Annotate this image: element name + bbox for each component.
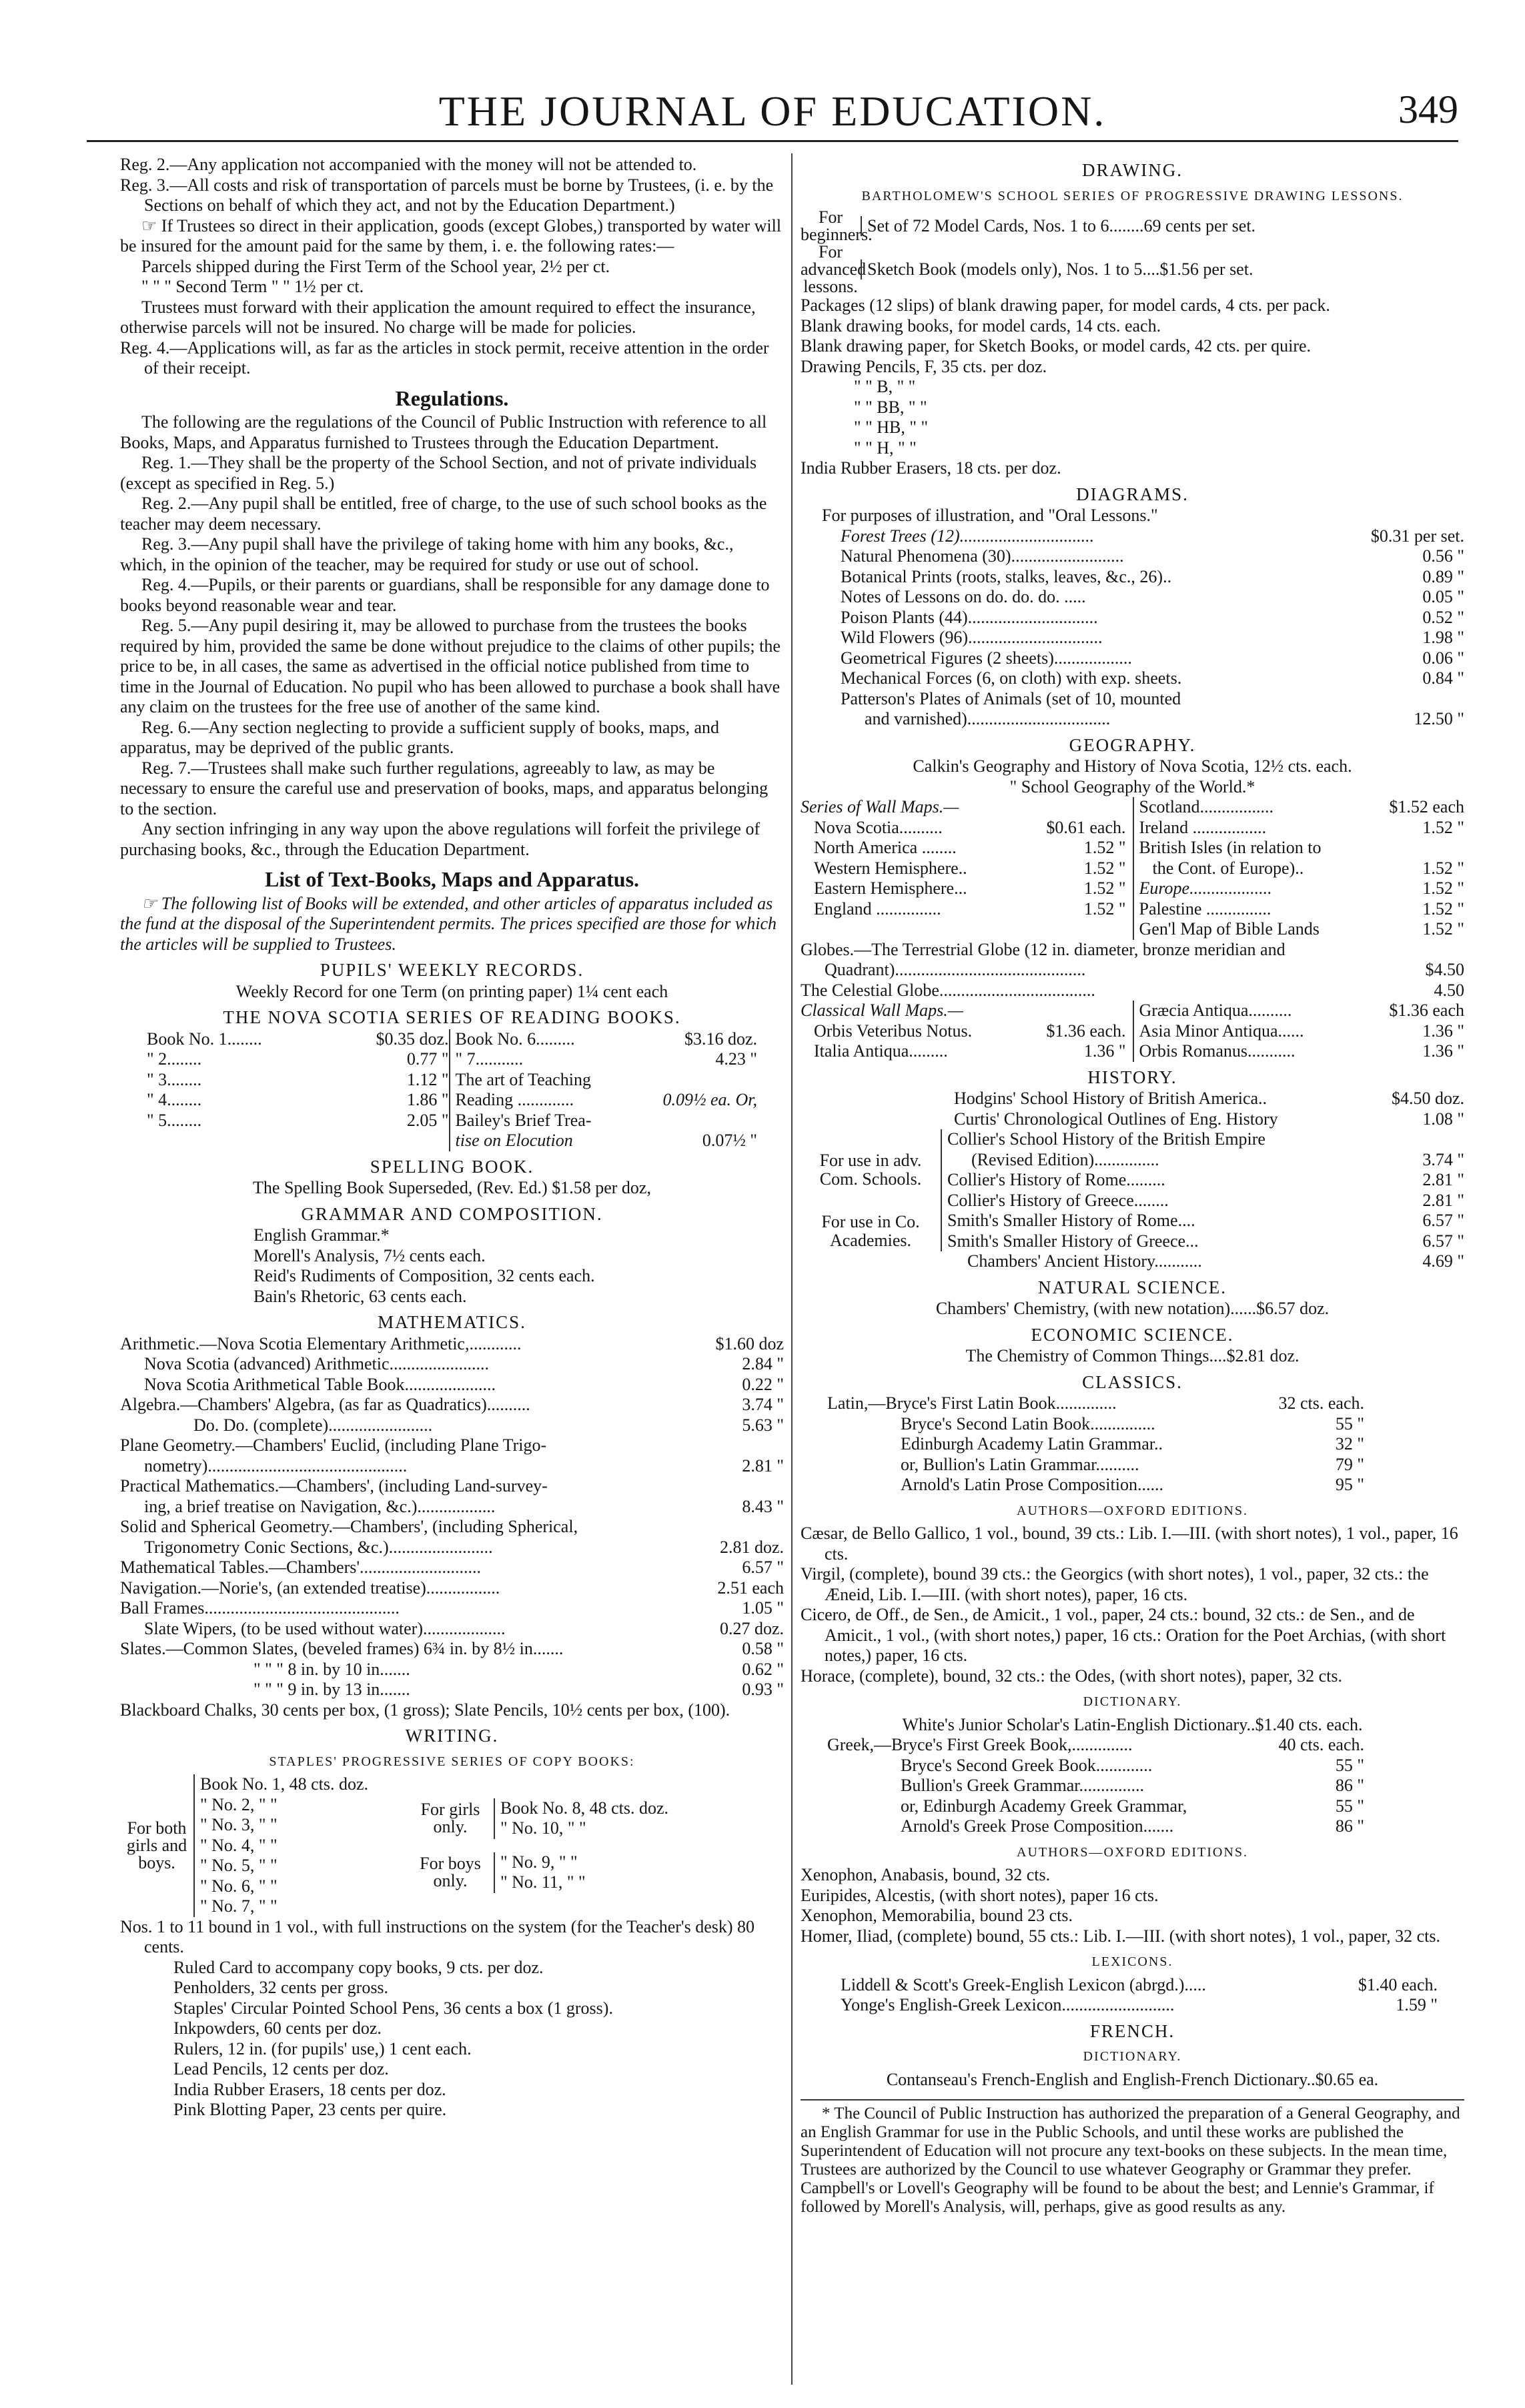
math-row: Mathematical Tables.—Chambers'............................ 6.57 " <box>120 1558 784 1577</box>
lexicon-row: Liddell & Scott's Greek-English Lexicon (abrgd.)..... $1.40 each. <box>841 1974 1438 1994</box>
authors-heading-greek: AUTHORS—OXFORD EDITIONS. <box>1017 1844 1248 1860</box>
diagram-row: Notes of Lessons on do. do. do. ..... 0.05 " <box>841 587 1464 606</box>
copy-both-list <box>193 1774 400 1917</box>
copy-book-row: Book No. 1, 48 cts. doz. <box>200 1774 369 1794</box>
wall-maps-right <box>1133 797 1465 940</box>
map-row: Eastern Hemisphere... 1.52 " <box>814 878 1126 898</box>
drawing-adv-text: Sketch Book (models only), Nos. 1 to 5....$1.56 per set. <box>861 259 1464 280</box>
diagrams-intro: For purposes of illustration, and "Oral Lessons." <box>822 506 1158 525</box>
globe-row: Globes.—The Terrestrial Globe (12 in. diameter, bronze meridian and <box>801 939 1286 959</box>
drawing-item: " " B, " " <box>854 377 916 396</box>
drawing-item: " " HB, " " <box>854 418 929 437</box>
globes-list <box>801 940 1464 1001</box>
drawing-item: Drawing Pencils, F, 35 cts. per doz. <box>801 356 1047 376</box>
globe-row: Quadrant)............................................ $4.50 <box>825 960 1464 979</box>
author-entry: Euripides, Alcestis, (with short notes), paper 16 cts. <box>801 1885 1159 1905</box>
wall-maps-left <box>801 797 1133 940</box>
drawing-subheading: BARTHOLOMEW'S SCHOOL SERIES OF PROGRESSIVE DRAWING LESSONS. <box>861 188 1404 203</box>
classical-maps <box>801 1001 1464 1062</box>
copy-book-row: " No. 9, " " <box>500 1852 578 1872</box>
author-entry: Horace, (complete), bound, 32 cts.: the Odes, (with short notes), paper, 32 cts. <box>801 1666 1342 1686</box>
left-column <box>120 155 784 2383</box>
diagram-row: Poison Plants (44).............................. 0.52 " <box>841 607 1464 627</box>
history-row: Curtis' Chronological Outlines of Eng. History 1.08 " <box>954 1109 1464 1129</box>
copy-book-row: Book No. 8, 48 cts. doz. <box>500 1798 669 1818</box>
writing-item: Pink Blotting Paper, 23 cents per quire. <box>173 2100 447 2119</box>
writing-item: Penholders, 32 cents per gross. <box>173 1978 389 1997</box>
column-divider <box>791 153 793 2385</box>
map-row: Gen'l Map of Bible Lands 1.52 " <box>1139 919 1464 939</box>
writing-item: Lead Pencils, 12 cents per doz. <box>173 2059 389 2078</box>
readers-right <box>449 1029 758 1151</box>
math-row: Slate Wipers, (to be used without water)................... 0.27 doz. <box>144 1618 784 1638</box>
writing-item: Inkpowders, 60 cents per doz. <box>173 2018 382 2038</box>
history-adv-label: For use in adv. Com. Schools. <box>819 1151 922 1189</box>
map-row: Italia Antiqua......... 1.36 " <box>814 1041 1126 1061</box>
diagram-row: Botanical Prints (roots, stalks, leaves, &c., 26).. 0.89 " <box>841 566 1464 586</box>
history-acad <box>801 1211 1464 1251</box>
copy-books-heading: STAPLES' PROGRESSIVE SERIES OF COPY BOOKS: <box>269 1754 635 1769</box>
french-heading: FRENCH. <box>1089 2020 1175 2041</box>
drawing-item: Packages (12 slips) of blank drawing paper, for model cards, 4 cts. per pack. <box>801 295 1330 315</box>
grammar-item: Bain's Rhetoric, 63 cents each. <box>253 1286 467 1306</box>
map-row: Palestine ............... 1.52 " <box>1139 898 1464 919</box>
latin-row: Latin,—Bryce's First Latin Book.............. 32 cts. each. <box>827 1393 1364 1413</box>
history-acad-label: For use in Co. Academies. <box>821 1211 920 1250</box>
writing-item: Ruled Card to accompany copy books, 9 cts. per doz. <box>173 1957 544 1977</box>
drawing-item: " " BB, " " <box>854 397 927 417</box>
dictionary-heading: DICTIONARY. <box>1083 1694 1182 1709</box>
journal-title: THE JOURNAL OF EDUCATION. <box>438 87 1107 135</box>
map-row: North America ........ 1.52 " <box>814 838 1126 857</box>
author-entry: Cicero, de Off., de Sen., de Amicit., 1 vol., paper, 24 cts.: bound, 32 cts.: de Sen., and de Amicit., 1 vol., (with short notes,) paper, 16 cts.: Oration for the Poet Archias, (with short notes,) paper, 16 cts. <box>801 1605 1446 1665</box>
math-row: Ball Frames............................................. 1.05 " <box>120 1598 784 1618</box>
globe-row: The Celestial Globe.................................... 4.50 <box>801 980 1464 1000</box>
latin-list <box>801 1393 1464 1495</box>
map-row: the Cont. of Europe).. 1.52 " <box>1152 858 1464 878</box>
wall-maps <box>801 797 1464 940</box>
grammar-item: English Grammar.* <box>253 1225 390 1245</box>
regulation-item: Reg. 4.—Pupils, or their parents or guardians, shall be responsible for any damage done to books beyond reasonable wear and tear. <box>120 575 770 615</box>
history-row: Smith's Smaller History of Greece... 6.57 " <box>947 1231 1464 1251</box>
regulation-item: Reg. 1.—They shall be the property of the School Section, and not of private individuals (except as specified in Reg. 5.) <box>120 453 757 493</box>
history-adv <box>801 1129 1464 1211</box>
latin-row: Bryce's Second Latin Book............... 55 " <box>901 1413 1364 1433</box>
drawing-item: Blank drawing paper, for Sketch Books, or model cards, 42 cts. per quire. <box>801 336 1312 356</box>
grammar-item: Morell's Analysis, 7½ cents each. <box>253 1245 486 1265</box>
reg-paragraph: Reg. 3.—All costs and risk of transportation of parcels must be borne by Trustees, (i. e. by the Sections on behalf of which they act, and not by the Education Department.) <box>120 175 774 215</box>
greek-row: Arnold's Greek Prose Composition....... 86 " <box>901 1816 1364 1836</box>
insurance-rate: " " " Second Term " " 1½ per ct. <box>141 277 364 296</box>
math-row: " " " 9 in. by 13 in....... 0.93 " <box>253 1680 784 1699</box>
readers-heading: THE NOVA SCOTIA SERIES OF READING BOOKS. <box>223 1007 681 1027</box>
economic-science-heading: ECONOMIC SCIENCE. <box>1031 1324 1234 1345</box>
readers-left <box>147 1029 449 1151</box>
list-heading: List of Text-Books, Maps and Apparatus. <box>264 867 640 891</box>
reader-row: Book No. 1........ $0.35 doz. <box>147 1029 449 1049</box>
header-rule <box>87 140 1458 142</box>
french-subheading: DICTIONARY. <box>1083 2049 1182 2064</box>
copy-books-table <box>120 1774 784 1917</box>
spelling-text: The Spelling Book Superseded, (Rev. Ed.) $1.58 per doz, <box>253 1178 651 1197</box>
math-row: Slates.—Common Slates, (beveled frames) 6¾ in. by 8½ in....... 0.58 " <box>120 1639 784 1658</box>
diagrams-heading: DIAGRAMS. <box>1076 484 1189 504</box>
copy-girls-label: For girls only. <box>420 1800 480 1837</box>
drawing-item: India Rubber Erasers, 18 cts. per doz. <box>801 458 1061 478</box>
regulation-item: Reg. 5.—Any pupil desiring it, may be allowed to purchase from the trustees the books required by him, provided the same be done without prejudice to the claims of other pupils; the price to be, in all cases, the same as advertised in the official notice published from time to time in the Journal of Education. No pupil who has been allowed to purchase a book shall have any claim on the trustees for the free use of another of the same kind. <box>120 616 781 716</box>
regulation-item: Reg. 2.—Any pupil shall be entitled, free of charge, to the use of such school books as the teacher may deem necessary. <box>120 494 767 534</box>
reader-row: " 5........ 2.05 " <box>147 1110 449 1130</box>
math-row: Solid and Spherical Geometry.—Chambers', (including Spherical, <box>120 1517 578 1536</box>
math-row: Nova Scotia Arithmetical Table Book..................... 0.22 " <box>144 1374 784 1394</box>
footnote-text: * The Council of Public Instruction has authorized the preparation of a General Geography, and an English Grammar for use in the Public Schools, and until these works are published the Superintendent of Education will not procure any text-books on these subjects. In the mean time, Trustees are authorized by the Council to use whatever Geography or Grammar they prefer. Campbell's or Lovell's Geography will be found to be about the best; and Lennie's Grammar, if followed by Morell's Analysis, will, perhaps, give as good results as any. <box>801 2104 1460 2216</box>
page-header <box>87 79 1458 135</box>
reader-row: Reading ............. 0.09½ ea. Or, <box>455 1090 757 1109</box>
geography-heading: GEOGRAPHY. <box>1069 734 1196 755</box>
math-row: nometry).............................................. 2.81 " <box>144 1455 784 1475</box>
copy-book-row: " No. 5, " " <box>200 1856 278 1875</box>
classical-maps-label: Classical Wall Maps.— <box>801 1001 963 1020</box>
classical-maps-left <box>801 1001 1133 1062</box>
reader-row: " 2........ 0.77 " <box>147 1049 449 1069</box>
copy-book-row: " No. 3, " " <box>200 1815 278 1834</box>
wall-maps-label: Series of Wall Maps.— <box>801 797 959 816</box>
geography-line: " School Geography of the World.* <box>1009 776 1255 796</box>
lexicons-list <box>801 1975 1464 2016</box>
drawing-item: " " H, " " <box>854 438 917 458</box>
history-row: Hodgins' School History of British America.. $4.50 doz. <box>954 1089 1464 1108</box>
dictionary-line: White's Junior Scholar's Latin-English Dictionary..$1.40 cts. each. <box>902 1714 1363 1734</box>
diagram-row: Geometrical Figures (2 sheets).................. 0.06 " <box>841 648 1464 668</box>
history-row: Collier's History of Greece........ 2.81 " <box>947 1190 1464 1210</box>
reader-row: " 3........ 1.12 " <box>147 1069 449 1089</box>
copy-gendered <box>400 1798 784 1893</box>
spelling-heading: SPELLING BOOK. <box>370 1156 534 1177</box>
lexicons-heading: LEXICONS. <box>1091 1954 1173 1969</box>
regulations-heading: Regulations. <box>395 386 509 410</box>
writing-item: Nos. 1 to 11 bound in 1 vol., with full instructions on the system (for the Teacher's desk) 80 cents. <box>120 1916 755 1956</box>
math-row: " " " 8 in. by 10 in....... 0.62 " <box>253 1659 784 1679</box>
math-row: Arithmetic.—Nova Scotia Elementary Arithmetic,............ $1.60 doz <box>120 1333 784 1353</box>
french-text: Contanseau's French-English and English-French Dictionary..$0.65 ea. <box>886 2069 1379 2089</box>
diagram-row: Patterson's Plates of Animals (set of 10, mounted <box>841 688 1181 708</box>
diagram-row: Mechanical Forces (6, on cloth) with exp. sheets. 0.84 " <box>841 668 1464 688</box>
pupils-text: Weekly Record for one Term (on printing paper) 1¼ cent each <box>235 981 668 1001</box>
author-entry: Cæsar, de Bello Gallico, 1 vol., bound, 39 cts.: Lib. I.—III. (with short notes), 1 vol., paper, 16 cts. <box>801 1524 1458 1564</box>
insurance-rate: Parcels shipped during the First Term of the School year, 2½ per ct. <box>141 256 610 276</box>
history-row: Chambers' Ancient History........... 4.69 " <box>967 1251 1464 1271</box>
regulation-item: Reg. 3.—Any pupil shall have the privilege of taking home with him any books, &c., which, in the opinion of the teacher, may be required for study or use out of school. <box>120 534 734 574</box>
drawing-items <box>801 295 1464 479</box>
writing-item: Staples' Circular Pointed School Pens, 36 cents a box (1 gross). <box>173 1998 613 2018</box>
greek-row: Greek,—Bryce's First Greek Book,.............. 40 cts. each. <box>827 1735 1364 1754</box>
diagram-row: Wild Flowers (96)............................... 1.98 " <box>841 628 1464 647</box>
copy-both-label: For both girls and boys. <box>126 1818 187 1872</box>
greek-row: or, Edinburgh Academy Greek Grammar, 55 " <box>901 1796 1364 1816</box>
copy-book-row: " No. 10, " " <box>500 1818 586 1838</box>
regs-top <box>120 155 784 379</box>
history-row: Collier's School History of the British Empire <box>947 1129 1265 1149</box>
economic-science-text: The Chemistry of Common Things....$2.81 doz. <box>965 1346 1300 1365</box>
reader-row: Book No. 6......... $3.16 doz. <box>455 1029 757 1049</box>
reader-row: Bailey's Brief Trea- <box>455 1110 592 1130</box>
reg-paragraph: Reg. 4.—Applications will, as far as the articles in stock permit, receive attention in the order of their receipt. <box>120 338 769 378</box>
footnote <box>801 2099 1464 2217</box>
map-row: Orbis Romanus........... 1.36 " <box>1139 1041 1464 1061</box>
list-intro: ☞ The following list of Books will be extended, and other articles of apparatus included as the fund at the disposal of the Superintendent permits. The prices specified are those for which the articles will be supplied to Trustees. <box>120 893 777 954</box>
greek-list <box>801 1735 1464 1837</box>
drawing-begin-text: Set of 72 Model Cards, Nos. 1 to 6........69 cents per set. <box>861 216 1464 237</box>
math-row: Trigonometry Conic Sections, &c.)........................ 2.81 doz. <box>144 1537 784 1557</box>
history-row: Collier's History of Rome......... 2.81 " <box>947 1170 1464 1189</box>
diagram-row: and varnished)................................. 12.50 " <box>865 709 1464 728</box>
greek-authors <box>801 1865 1464 1946</box>
math-list <box>120 1334 784 1700</box>
copy-book-row: " No. 4, " " <box>200 1835 278 1855</box>
math-heading: MATHEMATICS. <box>378 1312 526 1332</box>
reg-paragraph: Reg. 2.—Any application not accompanied with the money will not be attended to. <box>120 155 697 174</box>
copy-book-row: " No. 7, " " <box>200 1896 278 1916</box>
regulation-item: Reg. 6.—Any section neglecting to provide a sufficient supply of books, maps, and apparatus, may be deprived of the public grants. <box>120 717 720 757</box>
latin-row: Arnold's Latin Prose Composition...... 95 " <box>901 1475 1364 1494</box>
history-heading: HISTORY. <box>1087 1067 1177 1087</box>
page-number: 349 <box>1398 87 1458 131</box>
math-row: Practical Mathematics.—Chambers', (including Land-survey- <box>120 1476 548 1495</box>
regulations-list <box>120 412 784 860</box>
natural-science-text: Chambers' Chemistry, (with new notation)......$6.57 doz. <box>935 1299 1330 1318</box>
drawing-adv-label: For advanced lessons. <box>801 242 867 296</box>
author-entry: Virgil, (complete), bound 39 cts.: the Georgics (with short notes), 1 vol., paper, 32 cts.: the Æneid, Lib. I.—III. (with short notes), paper, 16 cts. <box>801 1564 1429 1604</box>
latin-row: or, Bullion's Latin Grammar.......... 79 " <box>901 1454 1364 1474</box>
math-row: ing, a brief treatise on Navigation, &c.).................. 8.43 " <box>144 1496 784 1516</box>
math-row: Plane Geometry.—Chambers' Euclid, (including Plane Trigo- <box>120 1435 547 1455</box>
math-row: Navigation.—Norie's, (an extended treatise)................. 2.51 each <box>120 1578 784 1598</box>
diagram-row: Natural Phenomena (30).......................... 0.56 " <box>841 546 1464 566</box>
map-row: Nova Scotia.......... $0.61 each. <box>814 817 1126 837</box>
author-entry: Xenophon, Memorabilia, bound 23 cts. <box>801 1906 1073 1925</box>
writing-item: India Rubber Erasers, 18 cents per doz. <box>173 2079 446 2099</box>
writing-items <box>120 1917 784 2121</box>
writing-heading: WRITING. <box>405 1726 499 1746</box>
grammar-item: Reid's Rudiments of Composition, 32 cents each. <box>253 1266 595 1285</box>
right-column <box>801 155 1464 2383</box>
math-row: Algebra.—Chambers' Algebra, (as far as Quadratics).......... 3.74 " <box>120 1395 784 1414</box>
drawing-adv <box>801 243 1464 295</box>
reader-row: tise on Elocution 0.07½ " <box>455 1131 757 1150</box>
greek-row: Bryce's Second Greek Book............. 55 " <box>901 1755 1364 1775</box>
math-row: Do. Do. (complete)........................ 5.63 " <box>193 1415 784 1435</box>
grammar-list <box>120 1225 784 1307</box>
map-row: Western Hemisphere.. 1.52 " <box>814 858 1126 878</box>
latin-row: Edinburgh Academy Latin Grammar.. 32 " <box>901 1434 1364 1453</box>
writing-item: Rulers, 12 in. (for pupils' use,) 1 cent each. <box>173 2038 472 2058</box>
map-row: Orbis Veteribus Notus. $1.36 each. <box>814 1021 1126 1041</box>
regulation-item: Reg. 7.—Trustees shall make such further regulations, agreeably to law, as may be necessary to ensure the careful use and preservation of books, maps, and apparatus belonging to the section. <box>120 758 769 818</box>
history-top <box>801 1089 1464 1129</box>
regulation-item: The following are the regulations of the Council of Public Instruction with reference to all Books, Maps, and Apparatus furnished to Trustees through the Education Department. <box>120 412 767 452</box>
reader-row: " 4........ 1.86 " <box>147 1090 449 1109</box>
map-row: Græcia Antiqua.......... $1.36 each <box>1139 1001 1464 1020</box>
copy-boys-label: For boys only. <box>420 1854 481 1891</box>
regulation-item: Any section infringing in any way upon the above regulations will forfeit the privilege of purchasing books, &c., through the Education Department. <box>120 819 760 859</box>
drawing-begin-label: For beginners. <box>801 207 873 244</box>
diagrams-list <box>801 526 1464 730</box>
copy-book-row: " No. 6, " " <box>200 1876 278 1896</box>
math-row: Nova Scotia (advanced) Arithmetic....................... 2.84 " <box>144 1354 784 1373</box>
map-row: Europe................... 1.52 " <box>1139 878 1464 898</box>
drawing-begin <box>801 209 1464 243</box>
latin-authors <box>801 1524 1464 1686</box>
geography-line: Calkin's Geography and History of Nova Scotia, 12½ cts. each. <box>913 756 1352 776</box>
diagram-row: Forest Trees (12)............................... $0.31 per set. <box>841 526 1464 546</box>
authors-heading: AUTHORS—OXFORD EDITIONS. <box>1017 1503 1248 1518</box>
history-row: Smith's Smaller History of Rome.... 6.57 " <box>947 1211 1464 1230</box>
classical-maps-right <box>1133 1001 1465 1062</box>
map-row: Ireland ................. 1.52 " <box>1139 817 1464 837</box>
greek-row: Bullion's Greek Grammar............... 86 " <box>901 1776 1364 1795</box>
history-row: (Revised Edition)............... 3.74 " <box>971 1149 1464 1169</box>
map-row: England ............... 1.52 " <box>814 898 1126 919</box>
map-row: British Isles (in relation to <box>1139 838 1322 857</box>
readers-table <box>120 1029 784 1151</box>
author-entry: Xenophon, Anabasis, bound, 32 cts. <box>801 1865 1051 1884</box>
lexicon-row: Yonge's English-Greek Lexicon.......................... 1.59 " <box>841 1995 1438 2014</box>
grammar-heading: GRAMMAR AND COMPOSITION. <box>301 1203 603 1224</box>
copy-book-row: " No. 11, " " <box>500 1872 586 1892</box>
reader-row: " 7........... 4.23 " <box>455 1049 757 1069</box>
math-footer: Blackboard Chalks, 30 cents per box, (1 gross); Slate Pencils, 10½ cents per box, (100). <box>120 1700 730 1720</box>
author-entry: Homer, Iliad, (complete) bound, 55 cts.: Lib. I.—III. (with short notes), 1 vol., paper, 32 cts. <box>801 1926 1440 1946</box>
copy-book-row: " No. 2, " " <box>200 1794 278 1814</box>
map-row: Asia Minor Antiqua...... 1.36 " <box>1139 1021 1464 1041</box>
map-row: Scotland................. $1.52 each <box>1139 797 1464 816</box>
reader-row: The art of Teaching <box>455 1069 591 1089</box>
natural-science-heading: NATURAL SCIENCE. <box>1037 1277 1227 1297</box>
insurance-note: Trustees must forward with their application the amount required to effect the insurance, otherwise parcels will not be insured. No charge will be made for policies. <box>120 297 756 337</box>
insurance-note: ☞ If Trustees so direct in their application, goods (except Globes,) transported by water will be insured for the amount paid for the same by them, i. e. the following rates:— <box>120 215 782 255</box>
pupils-heading: PUPILS' WEEKLY RECORDS. <box>320 960 584 980</box>
classics-heading: CLASSICS. <box>1082 1371 1183 1392</box>
drawing-item: Blank drawing books, for model cards, 14 cts. each. <box>801 316 1161 336</box>
drawing-heading: DRAWING. <box>1081 160 1183 180</box>
